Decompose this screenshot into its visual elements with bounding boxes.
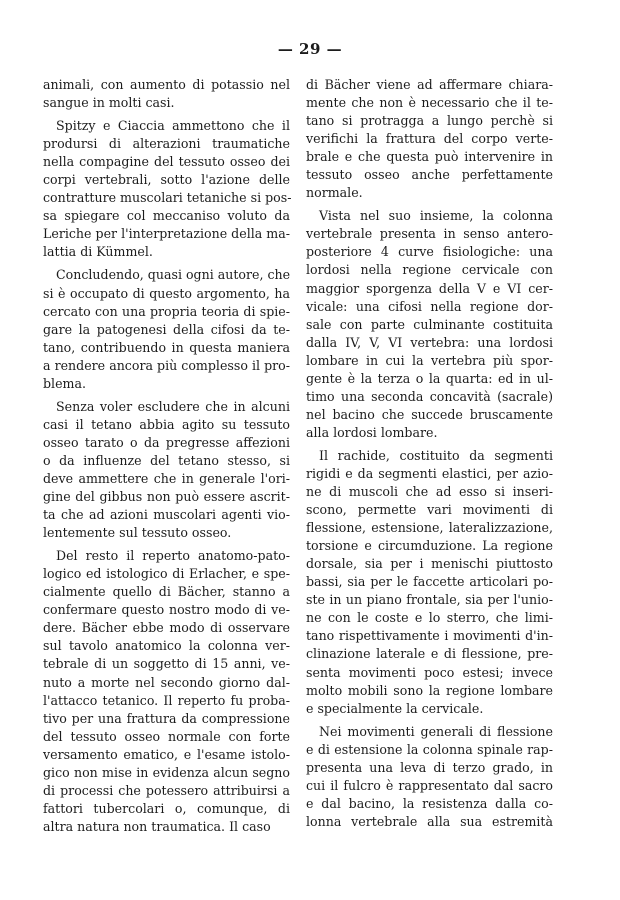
text-line: a rendere ancora più complesso il pro-	[43, 357, 290, 373]
text-line: gare la patogenesi della cifosi da te-	[43, 321, 290, 337]
text-line: rigidi e da segmenti elastici, per azio-	[306, 465, 553, 481]
paragraph	[306, 723, 553, 831]
text-line: tebrale di un soggetto di 15 anni, ve-	[43, 656, 290, 672]
text-line: sa spiegare col meccaniso voluto da	[43, 208, 290, 224]
text-line: Del resto il reperto anatomo-pato-	[56, 548, 290, 564]
text-line: nel bacino che succede bruscamente	[306, 406, 553, 422]
text-line: o da influenze del tetano stesso, si	[43, 452, 290, 468]
text-line: versamento ematico, e l'esame istolo-	[43, 746, 290, 762]
text-line: corpi vertebrali, sotto l'azione delle	[43, 172, 290, 188]
text-line: gente è la terza o la quarta: ed in ul-	[306, 370, 553, 386]
text-line: Senza voler escludere che in alcuni	[56, 398, 290, 414]
text-line: nella compagine del tessuto osseo dei	[43, 154, 290, 170]
text-line: Il rachide, costituito da segmenti	[319, 447, 553, 463]
text-line: mente che non è necessario che il te-	[306, 95, 553, 111]
page-number: — 29 —	[277, 40, 343, 58]
text-line: e di estensione la colonna spinale rap-	[306, 741, 553, 757]
text-line: si è occupato di questo argomento, ha	[43, 285, 290, 301]
text-line: lombare in cui la vertebra più spor-	[306, 352, 553, 368]
text-line: nuto a morte nel secondo giorno dal-	[43, 674, 290, 690]
text-line: lonna vertebrale alla sua estremità	[306, 813, 553, 829]
paragraph	[306, 447, 553, 718]
text-line: di processi che potessero attribuirsi a	[43, 782, 290, 798]
text-line: molto mobili sono la regione lombare	[306, 682, 553, 698]
text-line: animali, con aumento di potassio nel	[43, 77, 290, 92]
paragraph	[43, 547, 290, 836]
text-line: sangue in molti casi.	[43, 95, 175, 111]
text-line: dere. Bächer ebbe modo di osservare	[43, 620, 290, 636]
text-line: fattori tubercolari o, comunque, di	[43, 800, 290, 816]
text-line: alla lordosi lombare.	[306, 424, 438, 440]
text-line: tessuto osseo anche perfettamente	[306, 167, 553, 183]
text-line: ne con le coste e lo sterro, che limi-	[306, 610, 553, 626]
text-line: cialmente quello di Bächer, stanno a	[43, 584, 290, 600]
text-line: ta che ad azioni muscolari agenti vio-	[43, 507, 290, 523]
text-line: Leriche per l'interpretazione della ma-	[43, 226, 290, 242]
text-line: timo una seconda concavità (sacrale)	[306, 388, 553, 404]
text-line: del tessuto osseo normale con forte	[43, 728, 290, 744]
text-line: posteriore 4 curve fisiologiche: una	[306, 244, 553, 260]
text-line: logico ed istologico di Erlacher, e spe-	[43, 566, 290, 582]
text-line: lattia di Kümmel.	[43, 244, 153, 260]
text-line: confermare questo nostro modo di ve-	[43, 602, 290, 618]
text-line: cui il fulcro è rappresentato dal sacro	[306, 777, 553, 793]
text-line: Concludendo, quasi ogni autore, che	[56, 267, 291, 283]
text-line: verifichi la frattura del corpo verte-	[306, 131, 553, 147]
text-line: senta movimenti poco estesi; invece	[306, 664, 553, 680]
text-line: prodursi di alterazioni traumatiche	[43, 136, 290, 152]
text-line: lordosi nella regione cervicale con	[306, 262, 553, 278]
text-line: vertebrale presenta in senso antero-	[306, 226, 553, 242]
text-line: contratture muscolari tetaniche si pos-	[43, 190, 292, 206]
text-line: Vista nel suo insieme, la colonna	[319, 208, 553, 224]
paragraph	[43, 117, 290, 261]
text-line: ste in un piano frontale, sia per l'unio-	[306, 592, 553, 608]
text-line: tano rispettivamente i movimenti d'in-	[306, 628, 553, 644]
paragraph	[306, 207, 553, 442]
text-line: casi il tetano abbia agito su tessuto	[43, 416, 290, 432]
text-line: e dal bacino, la resistenza dalla co-	[306, 795, 553, 811]
text-line: vicale: una cifosi nella regione dor-	[306, 298, 553, 314]
text-line: tivo per una frattura da compressione	[43, 710, 290, 726]
text-line: cercato con una propria teoria di spie-	[43, 303, 290, 319]
right-column	[306, 76, 553, 836]
text-line: clinazione laterale e di flessione, pre-	[306, 646, 553, 662]
text-line: osseo tarato o da pregresse affezioni	[43, 434, 290, 450]
text-line: presenta una leva di terzo grado, in	[306, 759, 553, 775]
text-line: Nei movimenti generali di flessione	[319, 723, 553, 739]
text-line: gico non mise in evidenza alcun segno	[43, 764, 290, 780]
paragraph	[43, 76, 290, 112]
text-line: normale.	[306, 185, 363, 201]
text-line: altra natura non traumatica. Il caso	[43, 818, 271, 834]
text-line: brale e che questa può intervenire in	[306, 149, 553, 165]
paragraph	[306, 76, 553, 202]
paragraph	[43, 398, 290, 542]
text-line: maggior sporgenza della V e VI cer-	[306, 280, 553, 296]
text-line: tano si protragga a lungo perchè si	[306, 113, 553, 129]
text-line: dorsale, sia per i menischi piuttosto	[306, 556, 553, 572]
text-line: tano, contribuendo in questa maniera	[43, 339, 290, 355]
text-line: l'attacco tetanico. Il reperto fu proba-	[43, 692, 290, 708]
paragraph	[43, 266, 290, 392]
text-line: sul tavolo anatomico la colonna ver-	[43, 638, 290, 654]
text-line: e specialmente la cervicale.	[306, 700, 484, 716]
text-line: torsione e circumduzione. La regione	[306, 538, 553, 554]
text-line: ne di muscoli che ad esso si inseri-	[306, 484, 553, 500]
text-line: Spitzy e Ciaccia ammettono che il	[56, 118, 290, 134]
text-line: blema.	[43, 375, 86, 391]
text-line: deve ammettere che in generale l'ori-	[43, 470, 290, 486]
text-line: dalla IV, V, VI vertebra: una lordosi	[306, 334, 553, 350]
text-line: flessione, estensione, lateralizzazione,	[306, 520, 553, 536]
text-line: sale con parte culminante costituita	[306, 316, 553, 332]
text-line: bassi, sia per le faccette articolari po-	[306, 574, 553, 590]
text-line: gine del gibbus non può essere ascrit-	[43, 489, 290, 505]
left-column	[43, 76, 290, 841]
text-line: lentemente sul tessuto osseo.	[43, 525, 232, 541]
text-line: di Bächer viene ad affermare chiara-	[306, 77, 553, 92]
text-line: scono, permette vari movimenti di	[306, 502, 553, 518]
